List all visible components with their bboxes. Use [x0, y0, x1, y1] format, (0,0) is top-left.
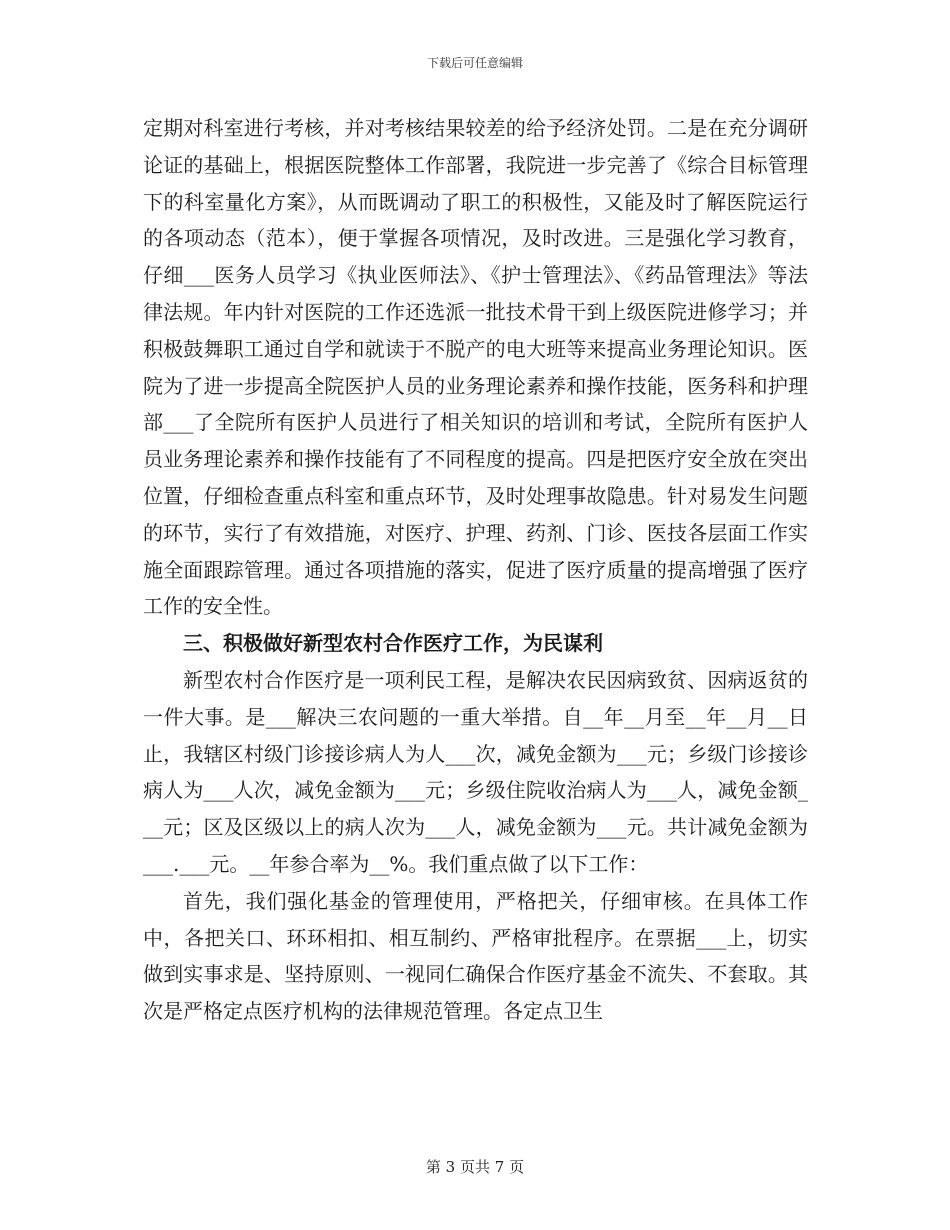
- document-body: [143, 110, 808, 1030]
- body-paragraph-3: 首先，我们强化基金的管理使用，严格把关，仔细审核。在具体工作中，各把关口、环环相扣、相互制约、严格审批程序。在票据___上，切实做到实事求是、坚持原则、一视同仁确保合作医疗基金不流失、不套取。其次是严格定点医疗机构的法律规范管理。各定点卫生: [143, 888, 808, 1024]
- page-number: 第 3 页共 7 页: [425, 1158, 525, 1176]
- page-header-note: 下载后可任意编辑: [426, 56, 523, 70]
- body-paragraph-1: 定期对科室进行考核，并对考核结果较差的给予经济处罚。二是在充分调研论证的基础上，根据医院整体工作部署，我院进一步完善了《综合目标管理下的科室量化方案》，从而既调动了职工的积极性，又能及时了解医院运行的各项动态（范本），便于掌握各项情况，及时改进。三是强化学习教育，仔细___医务人员学习《执业医师法》、《护士管理法》、《药品管理法》等法律法规。年内针对医院的工作还选派一批技术骨干到上级医院进修学习；并积极鼓舞职工通过自学和就读于不脱产的电大班等来提高业务理论知识。医院为了进一步提高全院医护人员的业务理论素养和操作技能，医务科和护理部___了全院所有医护人员进行了相关知识的培训和考试，全院所有医护人员业务理论素养和操作技能有了不同程度的提高。四是把医疗安全放在突出位置，仔细检查重点科室和重点环节，及时处理事故隐患。针对易发生问题的环节，实行了有效措施，对医疗、护理、药剂、门诊、医技各层面工作实施全面跟踪管理。通过各项措施的落实，促进了医疗质量的提高增强了医疗工作的安全性。: [143, 116, 808, 619]
- body-paragraph-2: 新型农村合作医疗是一项利民工程，是解决农民因病致贫、因病返贫的一件大事。是___解决三农问题的一重大举措。自__年__月至__年__月__日止，我辖区村级门诊接诊病人为人___次，减免金额为___元；乡级门诊接诊病人为___人次，减免金额为___元；乡级住院收治病人为___人，减免金额___元；区及区级以上的病人次为___人，减免金额为___元。共计减免金额为___.___元。__年参合率为__%。我们重点做了以下工作：: [143, 667, 808, 876]
- section-heading-3: 三、积极做好新型农村合作医疗工作，为民谋利: [183, 631, 603, 656]
